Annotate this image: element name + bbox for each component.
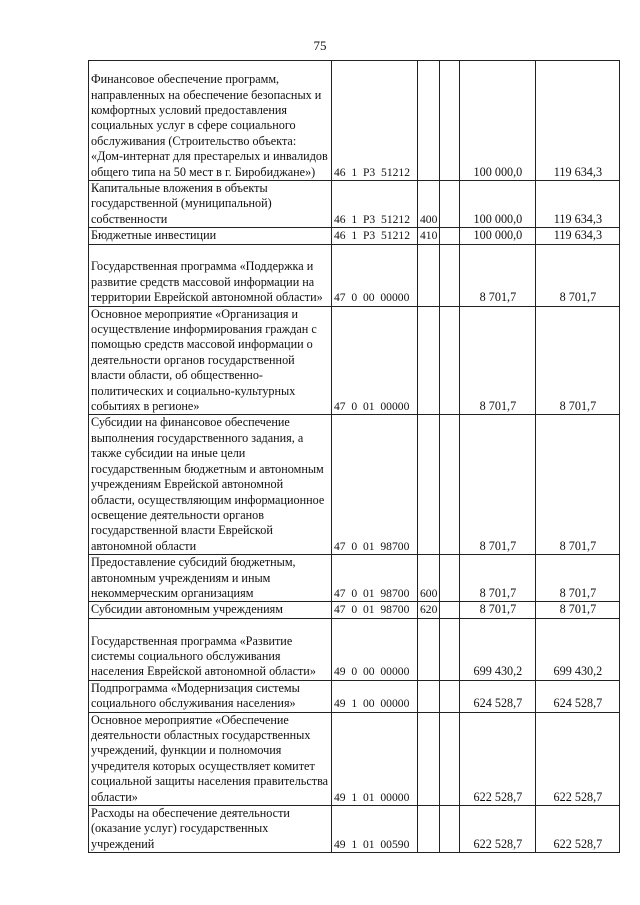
row-name: Государственная программа «Развитие системы социального обслуживания населения Еврейской автономной области» bbox=[89, 618, 332, 680]
row-name: Расходы на обеспечение деятельности (оказание услуг) государственных учреждений bbox=[89, 806, 332, 853]
table-row bbox=[89, 602, 620, 618]
row-amount-1: 100 000,0 bbox=[460, 181, 536, 228]
row-blank-cell bbox=[440, 61, 460, 181]
row-name: Бюджетные инвестиции bbox=[89, 228, 332, 244]
row-name: Капитальные вложения в объекты государственной (муниципальной) собственности bbox=[89, 181, 332, 228]
row-vr bbox=[418, 806, 440, 853]
row-amount-1: 622 528,7 bbox=[460, 806, 536, 853]
table-row bbox=[89, 680, 620, 712]
row-name: Финансовое обеспечение программ, направленных на обеспечение безопасных и комфортных условий предоставления социальных услуг в сфере социального обслуживания (Строительство объекта: «Дом-интернат для престарелых и инвалидов общего типа на 50 мест в г. Биробиджане») bbox=[89, 61, 332, 181]
row-vr bbox=[418, 618, 440, 680]
row-blank-cell bbox=[440, 306, 460, 415]
row-amount-1: 8 701,7 bbox=[460, 415, 536, 555]
table-row bbox=[89, 555, 620, 602]
row-code: 47 0 01 00000 bbox=[332, 306, 418, 415]
row-code: 47 0 01 98700 bbox=[332, 415, 418, 555]
row-amount-2: 119 634,3 bbox=[536, 61, 620, 181]
table-row bbox=[89, 181, 620, 228]
row-amount-2: 699 430,2 bbox=[536, 618, 620, 680]
page-number: 75 bbox=[313, 38, 327, 53]
row-vr bbox=[418, 712, 440, 805]
row-amount-2: 119 634,3 bbox=[536, 228, 620, 244]
table-row bbox=[89, 415, 620, 555]
row-blank-cell bbox=[440, 415, 460, 555]
row-amount-2: 622 528,7 bbox=[536, 712, 620, 805]
row-code: 47 0 00 00000 bbox=[332, 244, 418, 306]
table-row bbox=[89, 244, 620, 306]
row-name: Субсидии на финансовое обеспечение выполнения государственного задания, а также субсидии на иные цели государственным бюджетным и автономным учреждениям Еврейской автономной области, осуществляющим информационное освещение деятельности органов государственной власти Еврейской автономной области bbox=[89, 415, 332, 555]
row-code: 46 1 Р3 51212 bbox=[332, 181, 418, 228]
row-amount-2: 8 701,7 bbox=[536, 244, 620, 306]
row-vr bbox=[418, 244, 440, 306]
row-code: 49 0 00 00000 bbox=[332, 618, 418, 680]
row-amount-1: 622 528,7 bbox=[460, 712, 536, 805]
row-vr bbox=[418, 306, 440, 415]
row-vr: 410 bbox=[418, 228, 440, 244]
table-row bbox=[89, 618, 620, 680]
row-name: Предоставление субсидий бюджетным, автономным учреждениям и иным некоммерческим организациям bbox=[89, 555, 332, 602]
row-amount-1: 100 000,0 bbox=[460, 61, 536, 181]
row-blank-cell bbox=[440, 244, 460, 306]
row-amount-1: 100 000,0 bbox=[460, 228, 536, 244]
row-amount-2: 8 701,7 bbox=[536, 602, 620, 618]
row-amount-1: 8 701,7 bbox=[460, 306, 536, 415]
row-code: 46 1 Р3 51212 bbox=[332, 228, 418, 244]
row-amount-1: 8 701,7 bbox=[460, 602, 536, 618]
row-blank-cell bbox=[440, 680, 460, 712]
row-code: 49 1 01 00590 bbox=[332, 806, 418, 853]
table-row bbox=[89, 228, 620, 244]
row-code: 47 0 01 98700 bbox=[332, 555, 418, 602]
row-code: 46 1 Р3 51212 bbox=[332, 61, 418, 181]
table-row bbox=[89, 712, 620, 805]
row-vr bbox=[418, 61, 440, 181]
row-name: Основное мероприятие «Организация и осуществление информирования граждан с помощью средств массовой информации о деятельности органов государственной власти области, об общественно-политических и социально-культурных событиях в регионе» bbox=[89, 306, 332, 415]
row-code: 49 1 00 00000 bbox=[332, 680, 418, 712]
row-vr bbox=[418, 680, 440, 712]
row-blank-cell bbox=[440, 618, 460, 680]
table-row bbox=[89, 61, 620, 181]
row-vr bbox=[418, 415, 440, 555]
row-name: Подпрограмма «Модернизация системы социального обслуживания населения» bbox=[89, 680, 332, 712]
row-name: Основное мероприятие «Обеспечение деятельности областных государственных учреждений, функции и полномочия учредителя которых осуществляет комитет социальной защиты населения правительства области» bbox=[89, 712, 332, 805]
row-amount-2: 624 528,7 bbox=[536, 680, 620, 712]
row-amount-2: 622 528,7 bbox=[536, 806, 620, 853]
row-amount-1: 8 701,7 bbox=[460, 555, 536, 602]
row-code: 49 1 01 00000 bbox=[332, 712, 418, 805]
table-row bbox=[89, 306, 620, 415]
row-amount-2: 119 634,3 bbox=[536, 181, 620, 228]
row-name: Субсидии автономным учреждениям bbox=[89, 602, 332, 618]
row-blank-cell bbox=[440, 181, 460, 228]
row-blank-cell bbox=[440, 228, 460, 244]
row-amount-1: 8 701,7 bbox=[460, 244, 536, 306]
row-amount-2: 8 701,7 bbox=[536, 415, 620, 555]
row-vr: 600 bbox=[418, 555, 440, 602]
row-amount-1: 624 528,7 bbox=[460, 680, 536, 712]
row-blank-cell bbox=[440, 806, 460, 853]
row-name: Государственная программа «Поддержка и развитие средств массовой информации на территории Еврейской автономной области» bbox=[89, 244, 332, 306]
row-code: 47 0 01 98700 bbox=[332, 602, 418, 618]
row-blank-cell bbox=[440, 555, 460, 602]
table-row bbox=[89, 806, 620, 853]
row-blank-cell bbox=[440, 712, 460, 805]
budget-table bbox=[88, 60, 620, 853]
row-blank-cell bbox=[440, 602, 460, 618]
row-vr: 400 bbox=[418, 181, 440, 228]
row-vr: 620 bbox=[418, 602, 440, 618]
row-amount-1: 699 430,2 bbox=[460, 618, 536, 680]
row-amount-2: 8 701,7 bbox=[536, 306, 620, 415]
row-amount-2: 8 701,7 bbox=[536, 555, 620, 602]
